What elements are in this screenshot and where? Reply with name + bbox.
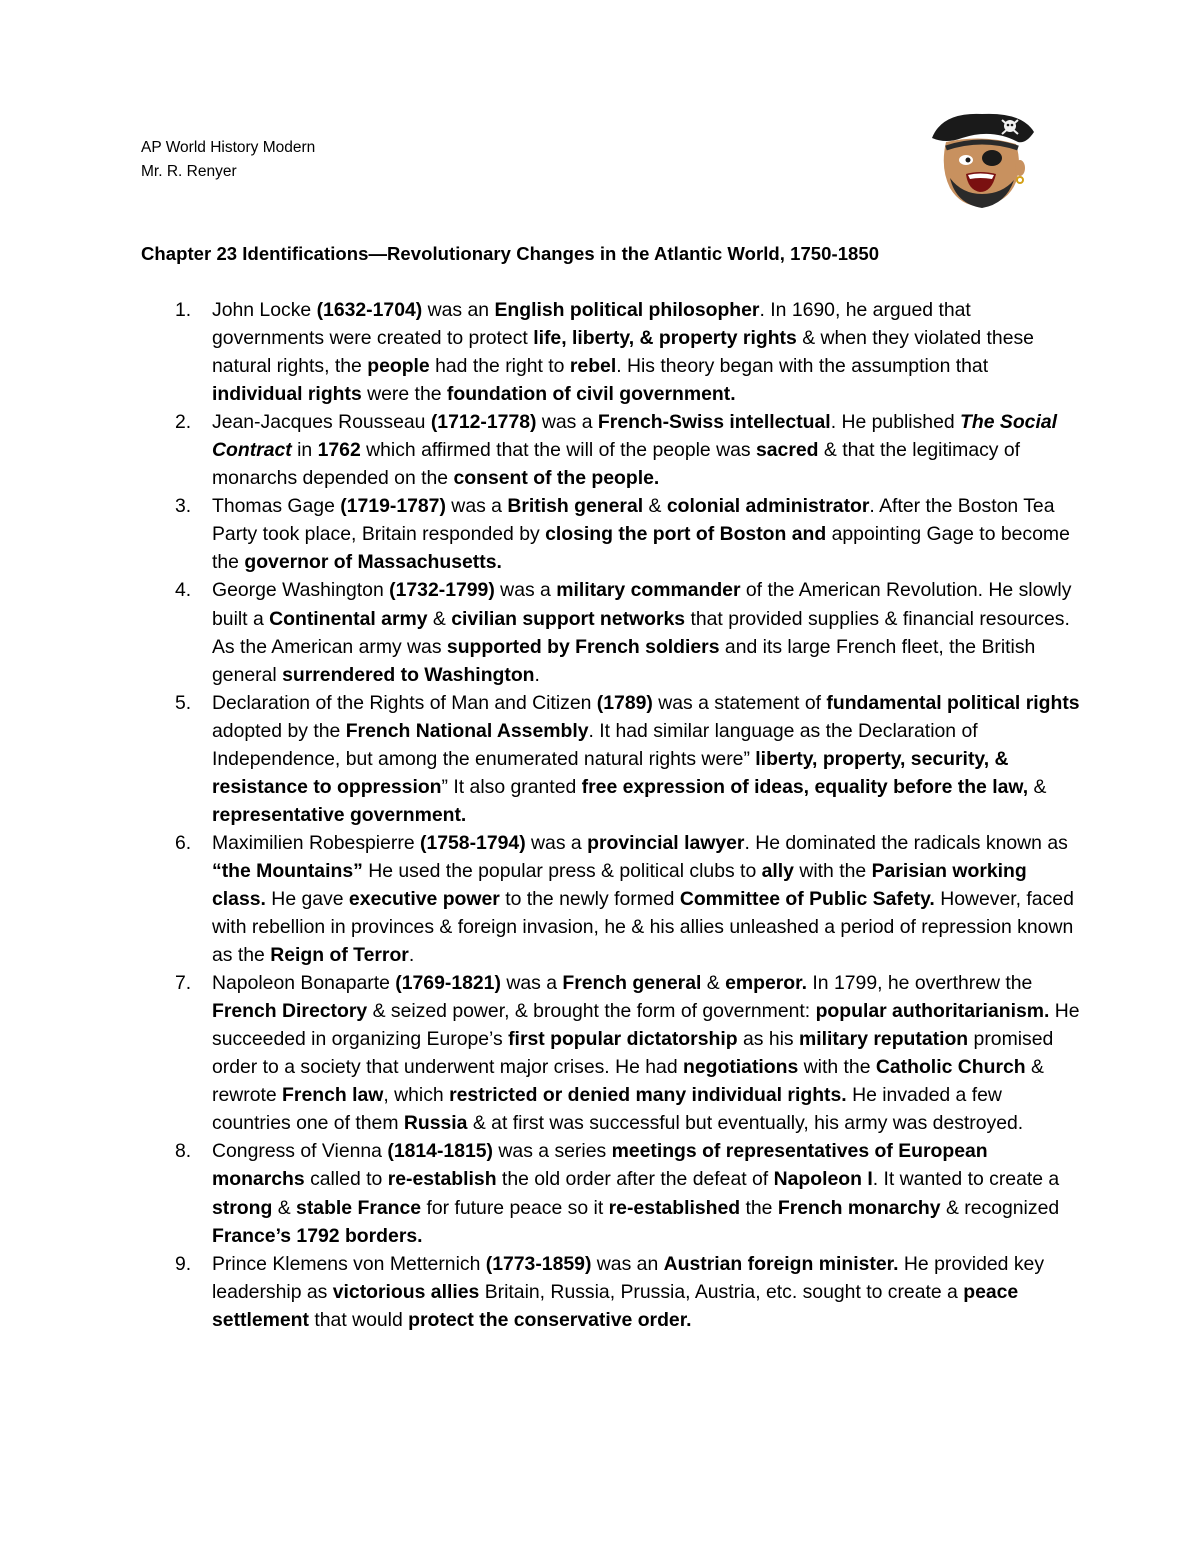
bold-text: military commander [556, 579, 741, 602]
body-text: & [701, 972, 726, 995]
bold-text: sacred [755, 439, 819, 462]
body-text: was a [500, 972, 563, 995]
list-item-number: 7. [175, 972, 192, 995]
body-text: . [534, 663, 540, 686]
bold-text: “the Mountains” [212, 859, 363, 882]
body-text: was a [525, 831, 588, 854]
document-title: Chapter 23 Identifications—Revolutionary Changes in the Atlantic World, 1750-1850 [141, 243, 880, 264]
body-text: . It had similar language as the Declaration of Independence, but among the enumerated natural rights were” [212, 719, 978, 770]
body-text: . He dominated the radicals known as [744, 831, 1068, 854]
bold-text: colonial administrator [666, 495, 870, 518]
body-text: Britain, Russia, Prussia, Austria, etc. sought to create a [479, 1280, 964, 1303]
bold-text: victorious allies [332, 1280, 480, 1303]
bold-text: French general [562, 972, 702, 995]
identifications-list [141, 296, 1081, 1334]
body-text: He used the popular press & political clubs to [362, 859, 762, 882]
bold-text: (1732-1799) [389, 579, 495, 602]
body-text: & [643, 495, 667, 518]
bold-text: individual rights [212, 383, 362, 406]
list-item [141, 576, 1081, 688]
bold-text: ally [761, 859, 794, 882]
bold-text: (1814-1815) [387, 1140, 494, 1163]
body-text: Napoleon Bonaparte [212, 972, 396, 995]
body-text: Declaration of the Rights of Man and Citizen [212, 691, 597, 714]
body-text: in [291, 439, 318, 462]
bold-text: fundamental political rights [826, 691, 1080, 714]
body-text: was an [591, 1252, 664, 1275]
body-text: . He published [830, 411, 961, 434]
bold-text: liberty, property, security, & resistance to oppression [212, 747, 1009, 798]
bold-text: 1762 [317, 439, 361, 462]
list-item-number: 1. [175, 299, 192, 321]
bold-text: executive power [348, 887, 500, 910]
body-text: and its large French fleet, the British general [212, 635, 1036, 686]
bold-text: popular authoritarianism. [815, 1000, 1050, 1023]
bold-text: emperor. [725, 972, 808, 995]
bold-text: foundation of civil government. [446, 383, 736, 406]
bold-text: French-Swiss intellectual [597, 411, 831, 434]
bold-text: military reputation [799, 1028, 969, 1051]
bold-text: provincial lawyer [587, 831, 745, 854]
list-item [141, 829, 1081, 969]
bold-text: (1789) [596, 691, 653, 714]
body-text: & at first was successful but eventually, his army was destroyed. [467, 1112, 1024, 1135]
bold-text: Continental army [269, 607, 428, 630]
body-text: & [272, 1196, 297, 1219]
list-item-number: 8. [175, 1140, 192, 1163]
bold-text: people [367, 355, 430, 378]
body-text: He invaded a few countries one of them [212, 1084, 1002, 1135]
body-text: were the [361, 383, 447, 406]
body-text: . [408, 944, 415, 967]
body-text: & when they violated these natural rights, the [212, 327, 1034, 378]
body-text: & rewrote [212, 1056, 1044, 1107]
body-text: . After the Boston Tea Party took place, Britain responded by [212, 495, 1055, 546]
bold-text: civilian support networks [451, 607, 686, 630]
body-text: , which [383, 1084, 450, 1107]
bold-text: surrendered to Washington [282, 663, 535, 686]
body-text: Prince Klemens von Metternich [212, 1252, 486, 1275]
pirate-mascot-icon [922, 108, 1040, 212]
body-text: which affirmed that the will of the people was [360, 439, 756, 462]
body-text: He succeeded in organizing Europe’s [212, 1000, 1080, 1051]
bold-text: Catholic Church [875, 1056, 1026, 1079]
body-text: Congress of Vienna [212, 1140, 388, 1163]
body-text: ” It also granted [441, 775, 582, 798]
body-text: was a series [493, 1140, 612, 1163]
body-text: In 1799, he overthrew the [807, 972, 1033, 995]
body-text: & [1028, 775, 1047, 798]
bold-text: stable France [296, 1196, 422, 1219]
bold-text: British general [507, 495, 644, 518]
list-item [141, 689, 1081, 829]
bold-text: re-established [608, 1196, 741, 1219]
body-text: that would [308, 1308, 409, 1331]
body-text: was a [536, 411, 598, 434]
bold-text: meetings of representatives of European monarchs [212, 1140, 988, 1191]
list-item-number: 6. [175, 831, 192, 854]
bold-text: Austrian foreign minister. [663, 1252, 899, 1275]
body-text: . In 1690, he argued that governments were created to protect [212, 299, 971, 350]
body-text: Maximilien Robespierre [212, 831, 420, 854]
bold-text: protect the conservative order. [408, 1308, 692, 1331]
body-text: for future peace so it [421, 1196, 609, 1219]
teacher-name: Mr. R. Renyer [141, 163, 237, 180]
list-item-number: 9. [175, 1252, 192, 1275]
body-text: adopted by the [212, 719, 346, 742]
bold-text: (1632-1704) [316, 299, 423, 321]
bold-text: rebel [569, 355, 617, 378]
course-name: AP World History Modern [141, 139, 316, 156]
body-text: He gave [265, 887, 349, 910]
bold-text: peace settlement [212, 1280, 1019, 1331]
list-item-number: 4. [175, 579, 192, 602]
bold-text: Reign of Terror [270, 944, 409, 967]
bold-text: strong [212, 1196, 273, 1219]
body-text: as his [737, 1028, 799, 1051]
body-text: called to [304, 1168, 388, 1191]
bold-text: The Social Contract [212, 411, 1058, 462]
body-text: & [427, 607, 452, 630]
document-header [141, 136, 315, 184]
bold-text: Parisian working class. [212, 859, 1027, 910]
body-text: had the right to [429, 355, 570, 378]
list-item-number: 3. [175, 495, 192, 518]
bold-text: French monarchy [777, 1196, 941, 1219]
body-text: of the American Revolution. He slowly built a [212, 579, 1072, 630]
bold-text: representative government. [212, 803, 467, 826]
bold-text: (1769-1821) [395, 972, 501, 995]
body-text: was a [445, 495, 508, 518]
bold-text: French National Assembly [345, 719, 589, 742]
bold-text: English political philosopher [494, 299, 760, 321]
body-text: & that the legitimacy of monarchs depended on the [212, 439, 1021, 490]
bold-text: negotiations [683, 1056, 799, 1079]
list-item [141, 492, 1081, 576]
body-text: appointing Gage to become the [212, 523, 1070, 574]
bold-text: (1758-1794) [420, 831, 526, 854]
bold-text: life, liberty, & property rights [533, 327, 797, 350]
body-text: Jean-Jacques Rousseau [212, 411, 431, 434]
body-text: was a statement of [652, 691, 827, 714]
body-text: was an [422, 299, 495, 321]
bold-text: closing the port of Boston and [545, 523, 827, 546]
bold-text: (1773-1859) [485, 1252, 592, 1275]
body-text: was a [494, 579, 557, 602]
body-text: & seized power, & brought the form of government: [367, 1000, 816, 1023]
bold-text: Committee of Public Safety. [679, 887, 935, 910]
body-text: However, faced with rebellion in provinces & foreign invasion, he & his allies unleashed a period of repression known as the [212, 887, 1074, 967]
list-item [141, 969, 1081, 1137]
body-text: promised order to a society that underwent major crises. He had [212, 1028, 1054, 1079]
list-item [141, 1137, 1081, 1249]
bold-text: consent of the people. [453, 467, 660, 490]
body-text: . It wanted to create a [872, 1168, 1060, 1191]
bold-text: (1712-1778) [430, 411, 537, 434]
bold-text: (1719-1787) [340, 495, 446, 518]
bold-text: free expression of ideas, equality before the law, [581, 775, 1029, 798]
list-item-number: 2. [175, 411, 192, 434]
list-item [141, 1250, 1081, 1334]
bold-text: first popular dictatorship [508, 1028, 738, 1051]
body-text: . His theory began with the assumption that [616, 355, 989, 378]
bold-text: governor of Massachusetts. [244, 551, 502, 574]
list-item [141, 408, 1081, 492]
body-text: to the newly formed [499, 887, 680, 910]
body-text: Thomas Gage [212, 495, 341, 518]
body-text: the old order after the defeat of [496, 1168, 774, 1191]
bold-text: French Directory [212, 1000, 368, 1023]
bold-text: Russia [403, 1112, 468, 1135]
bold-text: France’s 1792 borders. [212, 1224, 423, 1247]
body-text: with the [798, 1056, 876, 1079]
body-text: that provided supplies & financial resources. As the American army was [212, 607, 1070, 658]
bold-text: French law [282, 1084, 384, 1107]
body-text: the [740, 1196, 778, 1219]
bold-text: restricted or denied many individual rights. [449, 1084, 847, 1107]
list-item [141, 296, 1081, 408]
bold-text: supported by French soldiers [446, 635, 720, 658]
body-text: John Locke [212, 299, 317, 321]
body-text: George Washington [212, 579, 390, 602]
list-item-number: 5. [175, 691, 192, 714]
body-text: He provided key leadership as [212, 1252, 1045, 1303]
bold-text: Napoleon I [773, 1168, 873, 1191]
body-text: with the [793, 859, 872, 882]
body-text: & recognized [940, 1196, 1060, 1219]
bold-text: re-establish [387, 1168, 497, 1191]
